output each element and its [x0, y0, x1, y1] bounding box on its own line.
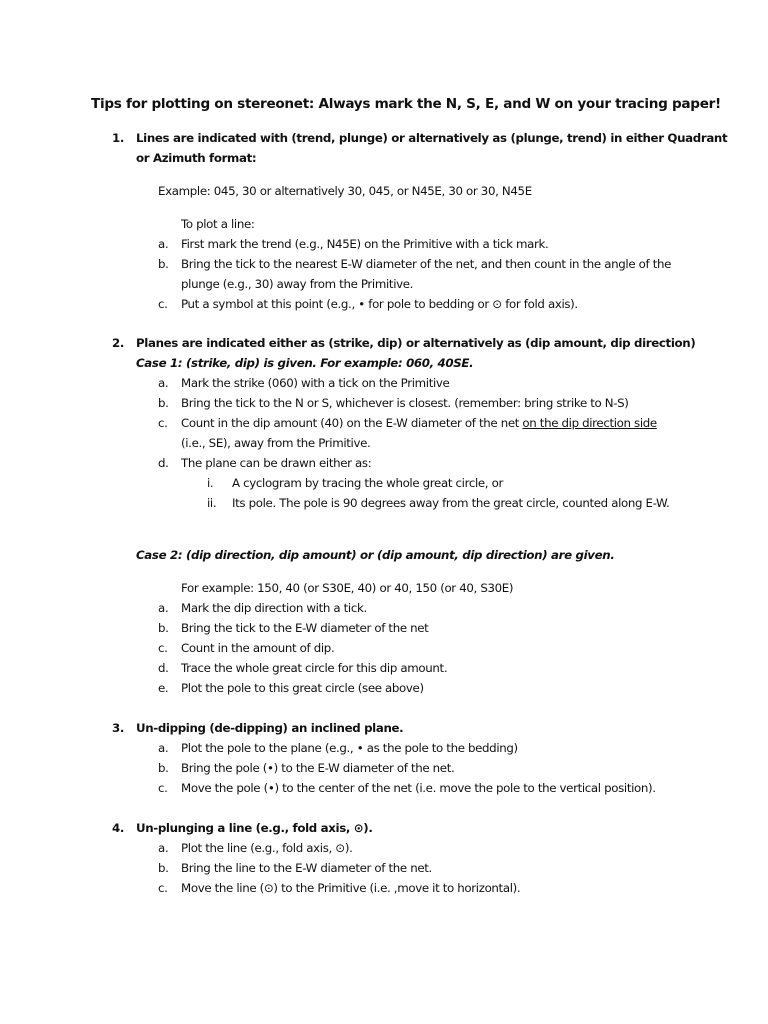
section-2-case2-item-d-text: Trace the whole great circle for this dip amount.: [181, 661, 448, 675]
section-4-item-c-marker: c.: [158, 881, 168, 895]
section-2-subitem-ii-text: Its pole. The pole is 90 degrees away from the great circle, counted along E-W.: [232, 496, 670, 510]
section-1-item-a-marker: a.: [158, 237, 169, 251]
section-4-item-a-text: Plot the line (e.g., fold axis, ⊙).: [181, 841, 353, 855]
section-2-subitem-ii-marker: ii.: [207, 496, 217, 510]
section-2-item-d-text: The plane can be drawn either as:: [181, 456, 372, 470]
section-1-heading-line-2: or Azimuth format:: [136, 151, 257, 165]
section-2-item-c-text-line-1: [181, 413, 657, 433]
section-2-case-2: Case 2: (dip direction, dip amount) or (dip amount, dip direction) are given.: [136, 548, 615, 562]
section-2-case2-item-c-marker: c.: [158, 641, 168, 655]
section-3-item-c-text: Move the pole (•) to the center of the net (i.e. move the pole to the vertical position).: [181, 781, 656, 795]
section-2-item-c-text-line-2: (i.e., SE), away from the Primitive.: [181, 436, 371, 450]
section-2-item-a-text: Mark the strike (060) with a tick on the Primitive: [181, 376, 450, 390]
section-3-heading: Un-dipping (de-dipping) an inclined plane.: [136, 721, 404, 735]
dip-direction-side-underlined: on the dip direction side: [522, 416, 657, 430]
section-2-item-c-marker: c.: [158, 416, 168, 430]
section-2-case2-item-e-text: Plot the pole to this great circle (see above): [181, 681, 424, 695]
section-2-case2-item-c-text: Count in the amount of dip.: [181, 641, 335, 655]
section-2-subitem-i-marker: i.: [207, 476, 214, 490]
section-1-example: Example: 045, 30 or alternatively 30, 045, or N45E, 30 or 30, N45E: [158, 184, 532, 198]
section-4-heading: Un-plunging a line (e.g., fold axis, ⊙).: [136, 821, 373, 835]
section-1-heading-line-1: Lines are indicated with (trend, plunge) or alternatively as (plunge, trend) in either Quadrant: [136, 131, 728, 145]
section-1-item-b-text-line-2: plunge (e.g., 30) away from the Primitive.: [181, 277, 414, 291]
section-2-case2-item-a-marker: a.: [158, 601, 169, 615]
section-2-item-b-marker: b.: [158, 396, 169, 410]
section-2-item-b-text: Bring the tick to the N or S, whichever is closest. (remember: bring strike to N-S): [181, 396, 629, 410]
section-1-item-b-marker: b.: [158, 257, 169, 271]
section-2-case2-item-b-text: Bring the tick to the E-W diameter of the net: [181, 621, 429, 635]
section-2-example-2: For example: 150, 40 (or S30E, 40) or 40, 150 (or 40, S30E): [181, 581, 514, 595]
section-4-item-b-marker: b.: [158, 861, 169, 875]
section-2-subitem-i-text: A cyclogram by tracing the whole great circle, or: [232, 476, 503, 490]
page-title: Tips for plotting on stereonet: Always mark the N, S, E, and W on your tracing paper!: [91, 96, 721, 112]
section-2-item-a-marker: a.: [158, 376, 169, 390]
section-4-item-c-text: Move the line (⊙) to the Primitive (i.e. ,move it to horizontal).: [181, 881, 521, 895]
section-1-item-b-text-line-1: Bring the tick to the nearest E-W diameter of the net, and then count in the angle of the: [181, 257, 672, 271]
section-4-item-a-marker: a.: [158, 841, 169, 855]
section-2-number: 2.: [112, 336, 124, 350]
section-3-item-b-marker: b.: [158, 761, 169, 775]
section-1-intro: To plot a line:: [181, 217, 255, 231]
section-4-item-b-text: Bring the line to the E-W diameter of the net.: [181, 861, 432, 875]
section-2-case2-item-d-marker: d.: [158, 661, 169, 675]
section-2-item-c-text: Count in the dip amount (40) on the E-W diameter of the net: [181, 416, 523, 430]
section-3-item-b-text: Bring the pole (•) to the E-W diameter of the net.: [181, 761, 455, 775]
section-3-item-a-text: Plot the pole to the plane (e.g., • as the pole to the bedding): [181, 741, 518, 755]
section-2-item-d-marker: d.: [158, 456, 169, 470]
section-2-heading: Planes are indicated either as (strike, dip) or alternatively as (dip amount, dip direction): [136, 336, 696, 350]
section-2-case2-item-a-text: Mark the dip direction with a tick.: [181, 601, 367, 615]
section-3-item-a-marker: a.: [158, 741, 169, 755]
section-2-case-1: Case 1: (strike, dip) is given. For example: 060, 40SE.: [136, 356, 474, 370]
section-2-case2-item-b-marker: b.: [158, 621, 169, 635]
section-2-case2-item-e-marker: e.: [158, 681, 169, 695]
section-4-number: 4.: [112, 821, 124, 835]
section-1-item-c-text: Put a symbol at this point (e.g., • for pole to bedding or ⊙ for fold axis).: [181, 297, 578, 311]
section-3-item-c-marker: c.: [158, 781, 168, 795]
section-1-number: 1.: [112, 131, 124, 145]
section-3-number: 3.: [112, 721, 124, 735]
section-1-item-a-text: First mark the trend (e.g., N45E) on the Primitive with a tick mark.: [181, 237, 549, 251]
section-1-item-c-marker: c.: [158, 297, 168, 311]
